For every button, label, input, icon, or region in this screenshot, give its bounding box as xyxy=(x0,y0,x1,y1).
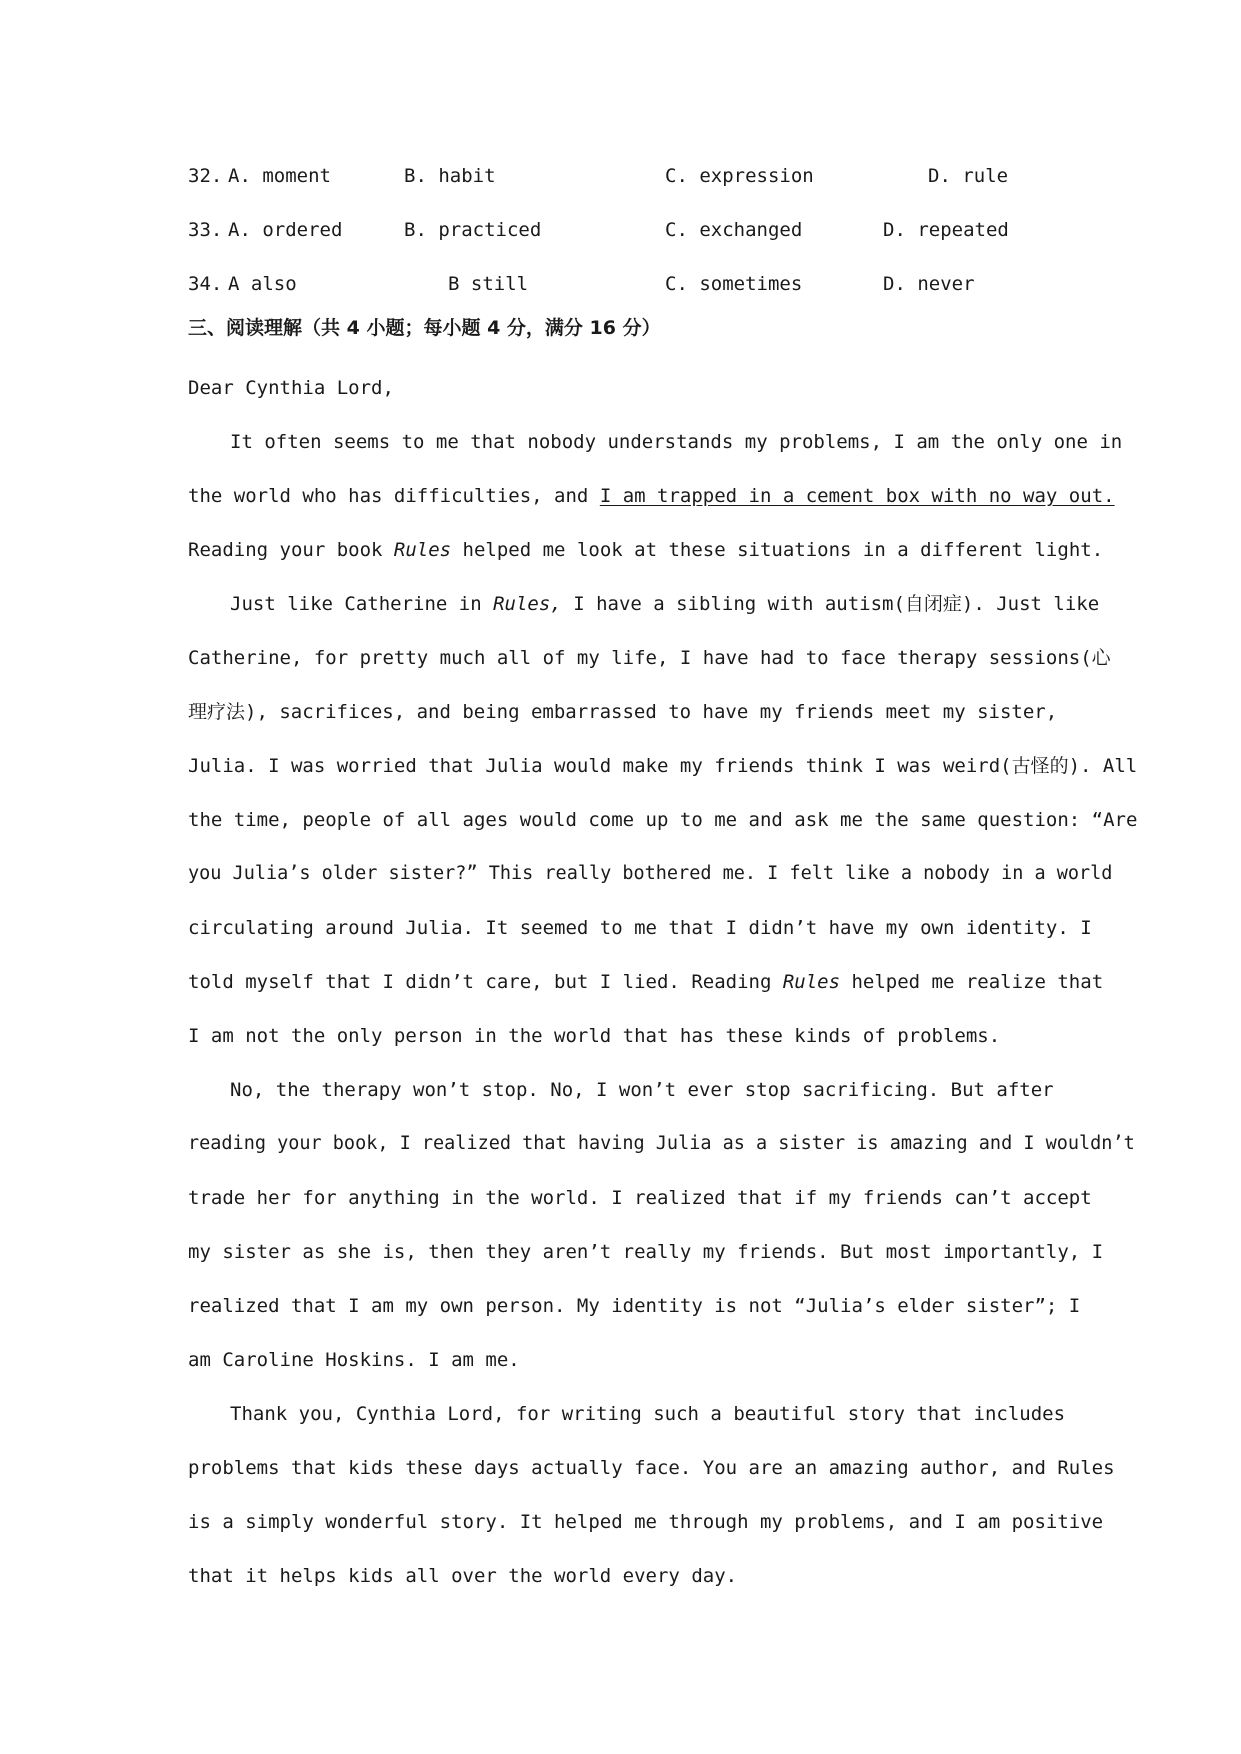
letter-line xyxy=(188,970,1103,994)
question-number: 34. xyxy=(188,273,223,295)
underlined-phrase: I am trapped in a cement box with no way out. xyxy=(599,485,1115,507)
letter-line: 理疗法), sacrifices, and being embarrassed to have my friends meet my sister, xyxy=(188,701,1058,723)
option-c: C. expression xyxy=(665,165,814,187)
option-c: C. exchanged xyxy=(665,219,803,241)
line-text: the world who has difficulties, and xyxy=(188,485,600,507)
letter-salutation: Dear Cynthia Lord, xyxy=(188,377,394,399)
letter-line: Julia. I was worried that Julia would make my friends think I was weird(古怪的). All xyxy=(188,755,1138,777)
option-a: A. moment xyxy=(228,165,331,187)
line-text: told myself that I didn’t care, but I lied. Reading xyxy=(188,971,783,993)
question-33-row xyxy=(188,218,1088,242)
option-a: A also xyxy=(228,273,297,295)
line-text: Just like Catherine in xyxy=(230,593,494,615)
line-text: Reading your book xyxy=(188,539,394,561)
option-d: D. never xyxy=(883,273,975,295)
option-b: B. habit xyxy=(404,165,496,187)
option-c: C. sometimes xyxy=(665,273,803,295)
line-text: helped me look at these situations in a different light. xyxy=(451,539,1104,561)
question-number: 33. xyxy=(188,219,223,241)
book-title: Rules, xyxy=(493,593,562,615)
letter-line: am Caroline Hoskins. I am me. xyxy=(188,1349,520,1371)
letter-line: problems that kids these days actually face. You are an amazing author, and Rules xyxy=(188,1457,1115,1479)
letter-line: is a simply wonderful story. It helped me through my problems, and I am positive xyxy=(188,1511,1104,1533)
letter-line: It often seems to me that nobody understands my problems, I am the only one in xyxy=(230,431,1123,453)
book-title: Rules xyxy=(393,539,452,561)
letter-line: I am not the only person in the world that has these kinds of problems. xyxy=(188,1025,1001,1047)
letter-line xyxy=(230,592,1099,616)
letter-line: that it helps kids all over the world every day. xyxy=(188,1565,738,1587)
option-b: B. practiced xyxy=(404,219,542,241)
option-a: A. ordered xyxy=(228,219,343,241)
letter-line: you Julia’s older sister?” This really bothered me. I felt like a nobody in a world xyxy=(188,863,1113,884)
book-title: Rules xyxy=(782,971,841,993)
letter-line: No, the therapy won’t stop. No, I won’t ever stop sacrificing. But after xyxy=(230,1079,1054,1101)
line-text: I have a sibling with autism(自闭症). Just like xyxy=(561,593,1100,615)
question-number: 32. xyxy=(188,165,223,187)
option-d: D. rule xyxy=(928,165,1009,187)
section-title: 三、阅读理解（共 4 小题；每小题 4 分，满分 16 分） xyxy=(188,317,661,339)
letter-line: trade her for anything in the world. I realized that if my friends can’t accept xyxy=(188,1187,1092,1209)
letter-line: Thank you, Cynthia Lord, for writing such a beautiful story that includes xyxy=(230,1403,1066,1425)
line-text: helped me realize that xyxy=(840,971,1104,993)
letter-line: circulating around Julia. It seemed to me that I didn’t have my own identity. I xyxy=(188,917,1092,939)
letter-line: Catherine, for pretty much all of my life, I have had to face therapy sessions(心 xyxy=(188,647,1111,669)
letter-line: my sister as she is, then they aren’t really my friends. But most importantly, I xyxy=(188,1241,1104,1263)
option-d: D. repeated xyxy=(883,219,1009,241)
letter-line: realized that I am my own person. My identity is not “Julia’s elder sister”; I xyxy=(188,1295,1081,1317)
question-34-row xyxy=(188,272,1088,296)
letter-line xyxy=(188,484,1115,508)
option-b: B still xyxy=(448,273,529,295)
letter-line xyxy=(188,538,1103,562)
question-32-row xyxy=(188,164,1088,188)
letter-line: the time, people of all ages would come up to me and ask me the same question: “Are xyxy=(188,809,1138,831)
letter-line: reading your book, I realized that having Julia as a sister is amazing and I wouldn’t xyxy=(188,1133,1135,1154)
